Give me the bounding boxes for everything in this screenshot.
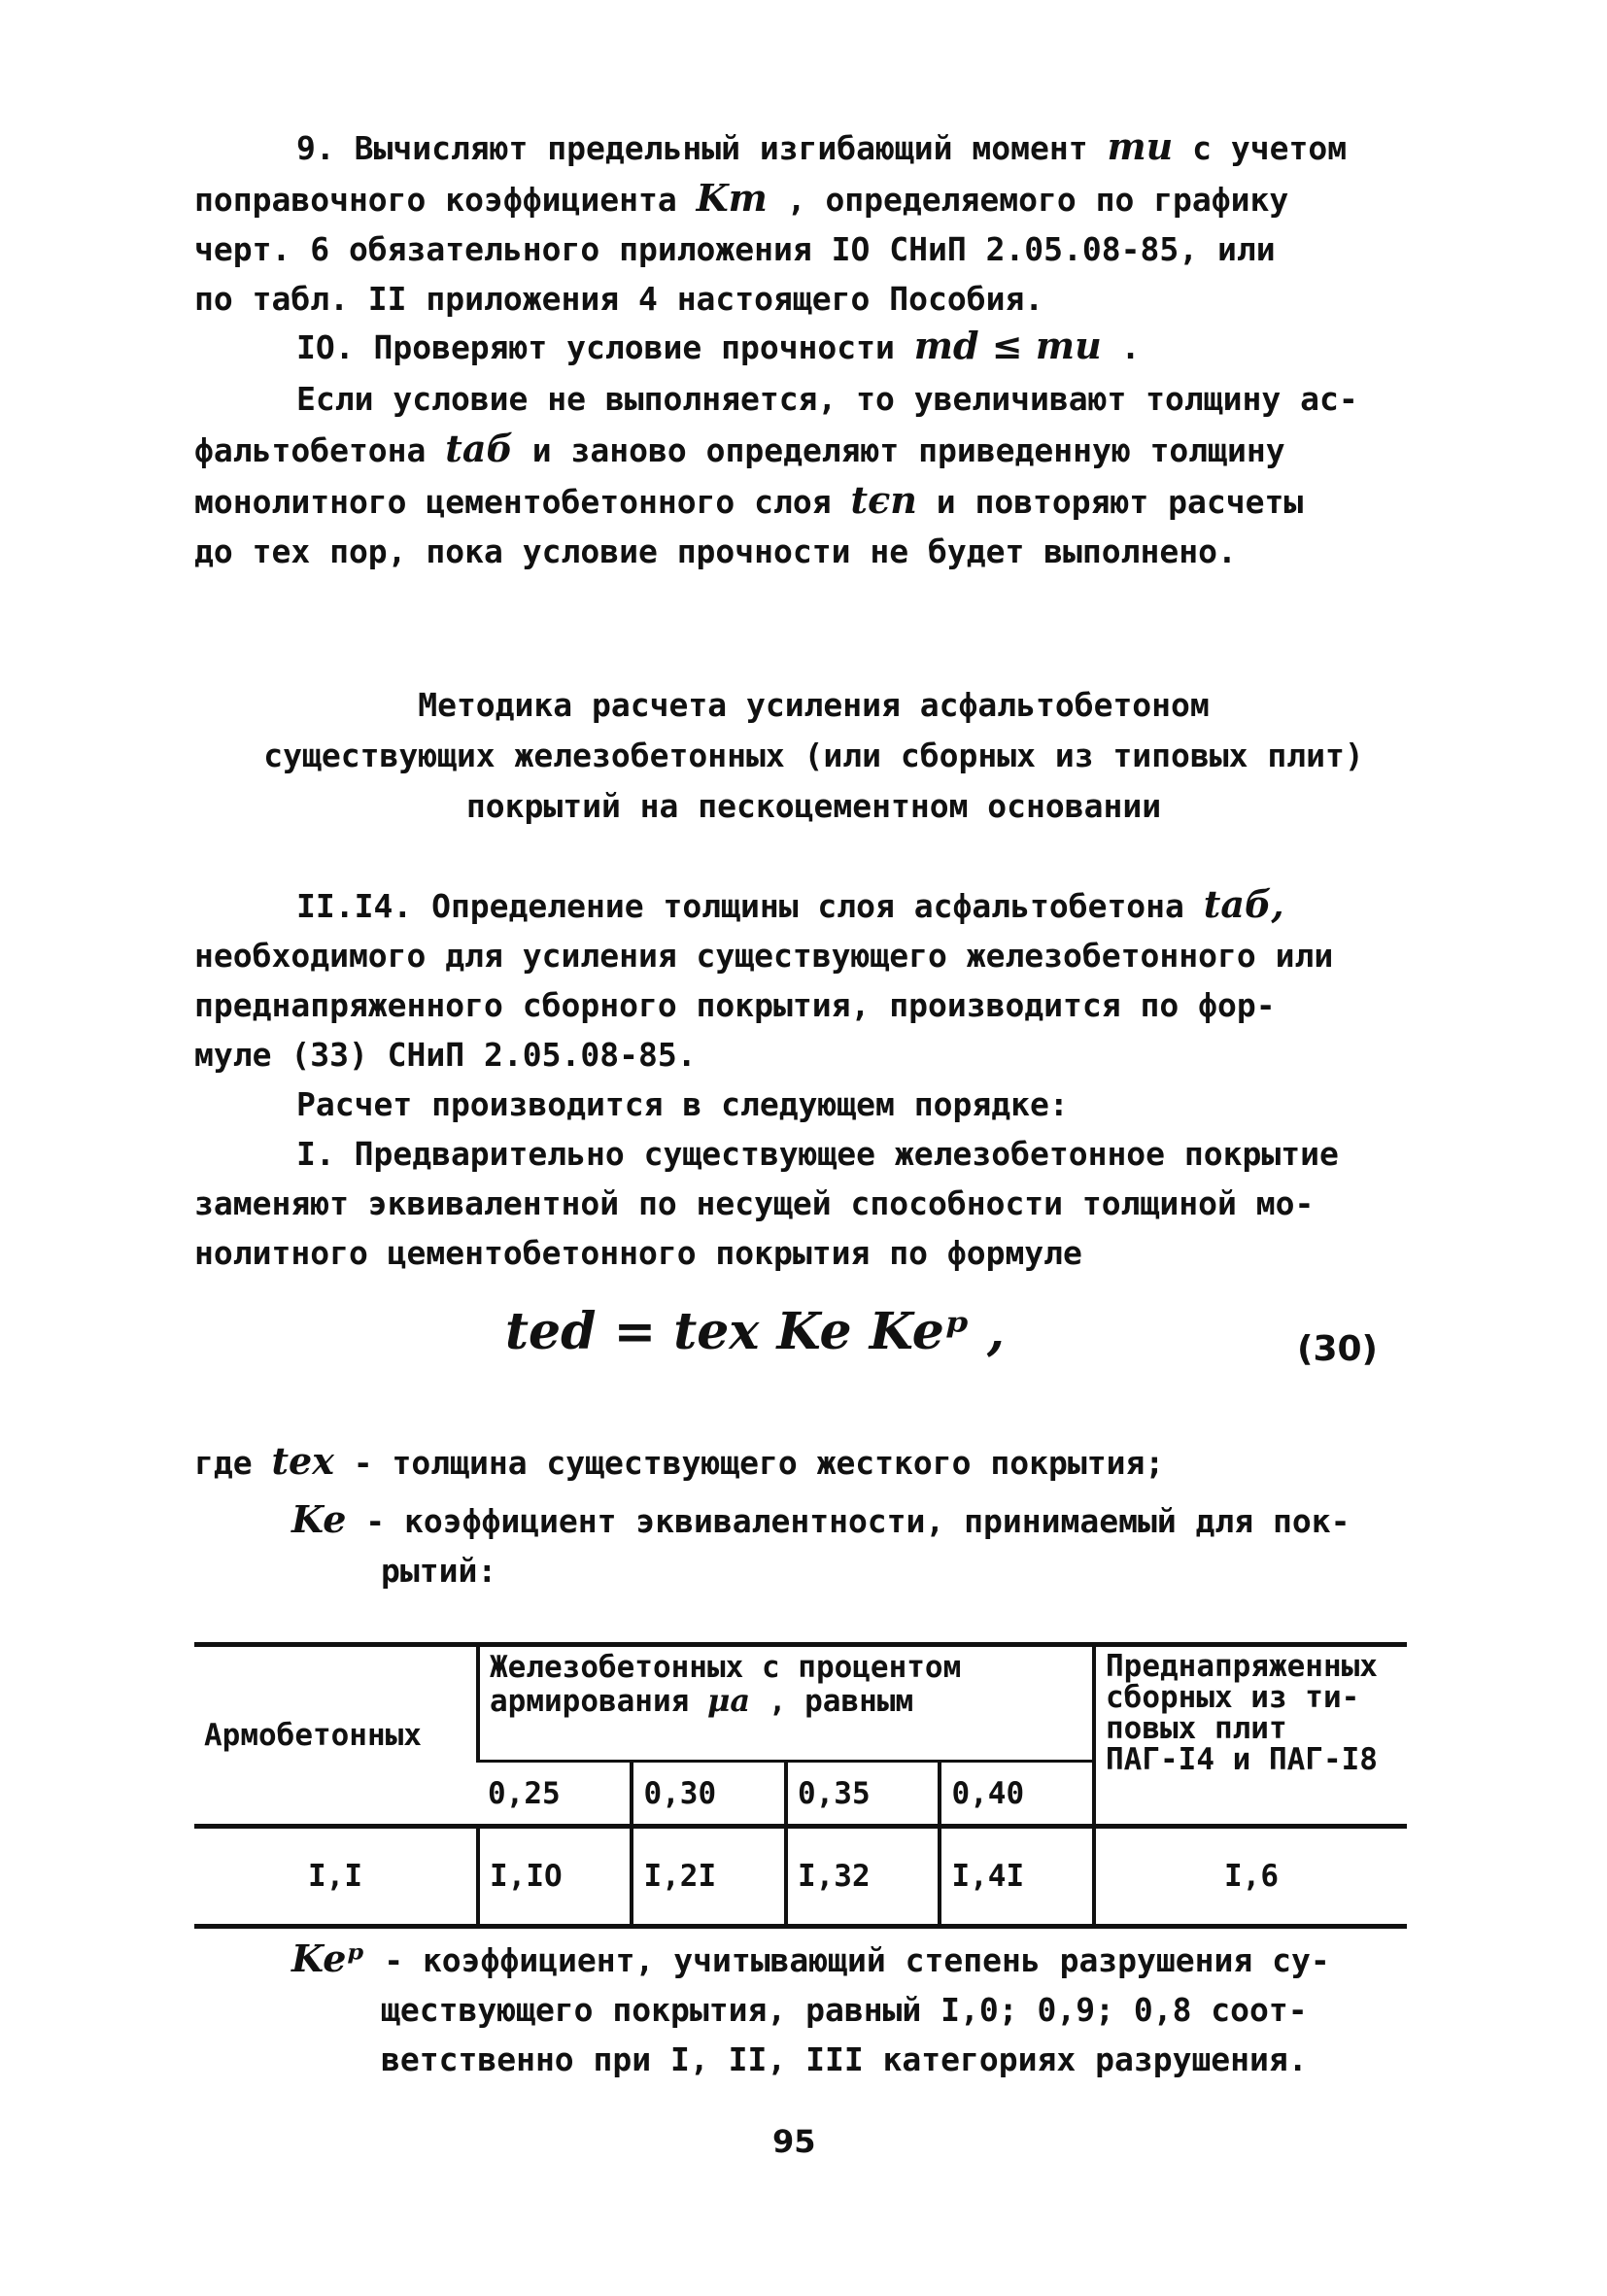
header-zhelezo — [478, 1645, 1094, 1762]
item-9-line-2: поправочного коэффициента — [194, 181, 677, 219]
page-number: 95 — [772, 2123, 816, 2160]
header-pred-line-2: сборных из ти- — [1106, 1680, 1360, 1715]
if-not-line-2: фальтобетона — [194, 431, 427, 469]
table-header-row — [194, 1645, 1407, 1762]
step-1-line-2: заменяют эквивалентной по несущей способности толщиной мо- — [194, 1184, 1315, 1222]
heading-line-3: покрытий на пескоцементном основании — [465, 787, 1162, 825]
section-heading — [194, 680, 1433, 832]
equation-number: (30) — [1297, 1329, 1379, 1369]
ke-definition-2: рытий: — [381, 1552, 497, 1590]
header-zhelezo-line-1: Железобетонных с процентом — [490, 1650, 962, 1685]
where-label: где — [194, 1444, 253, 1482]
sub-025: 0,25 — [478, 1762, 632, 1827]
header-armo-label: Армобетонных — [204, 1718, 422, 1753]
item-9-line-1: 9. Вычисляют предельный изгибающий момент — [296, 129, 1088, 167]
header-zhelezo-line-3: , равным — [768, 1684, 914, 1719]
header-armo — [194, 1645, 478, 1827]
if-not-line-3: монолитного цементобетонного слоя — [194, 483, 832, 521]
heading-line-2: существующих железобетонных (или сборных из типовых плит) — [263, 737, 1364, 774]
ke-definition-1: - коэффициент эквивалентности, принимаемый для пок- — [365, 1502, 1351, 1540]
order-line: Расчет производится в следующем порядке: — [296, 1085, 1069, 1123]
item-10-paragraph — [194, 321, 1433, 372]
formula-30: ted = tex Ke Keᵖ , — [505, 1302, 1005, 1361]
moment-mu-symbol: mu — [1107, 124, 1174, 168]
section-line-1: II.I4. Определение толщины слоя асфальтобетона — [296, 887, 1184, 925]
if-not-paragraph — [194, 374, 1433, 576]
section-line-3: преднапряженного сборного покрытия, производится по фор- — [194, 986, 1276, 1024]
table-row — [194, 1827, 1407, 1927]
sub-035: 0,35 — [786, 1762, 940, 1827]
where-ke-line — [291, 1494, 1351, 1595]
item-9-line-2b: , определяемого по графику — [786, 181, 1289, 219]
sub-040: 0,40 — [940, 1762, 1094, 1827]
where-tex-line — [194, 1436, 1164, 1488]
kp-line-2: ществующего покрытия, равный I,0; 0,9; 0,8 соот- — [381, 1991, 1308, 2029]
equivalence-coefficient-table — [194, 1642, 1407, 1929]
item-9-line-1b: с учетом — [1192, 129, 1348, 167]
sub-030: 0,30 — [632, 1762, 785, 1827]
kp-symbol: Keᵖ — [291, 1936, 365, 1980]
strength-condition-symbol: md ≤ mu — [913, 324, 1102, 367]
mu-a-symbol: μа — [706, 1682, 751, 1719]
step-1-line-3: нолитного цементобетонного покрытия по формуле — [194, 1234, 1082, 1272]
cell-025: I,IO — [478, 1827, 632, 1927]
step-1-line-1: I. Предварительно существующее железобетонное покрытие — [296, 1135, 1339, 1173]
item-10-line-1: IO. Проверяют условие прочности — [296, 328, 895, 366]
section-line-2: необходимого для усиления существующего железобетонного или — [194, 937, 1334, 975]
section-line-4: муле (33) СНиП 2.05.08-85. — [194, 1036, 697, 1074]
item-9-line-3: черт. 6 обязательного приложения IO СНиП 2.05.08-85, или — [194, 230, 1276, 268]
tep-symbol: tєп — [850, 478, 917, 522]
header-pred-line-1: Преднапряженных — [1106, 1649, 1378, 1684]
header-pred — [1094, 1645, 1407, 1827]
if-not-line-1: Если условие не выполняется, то увеличивают толщину ас- — [296, 380, 1358, 418]
item-10-line-1b: . — [1120, 328, 1141, 366]
tex-definition: - толщина существующего жесткого покрытия; — [353, 1444, 1165, 1482]
item-9-line-4: по табл. II приложения 4 настоящего Пособия. — [194, 280, 1044, 318]
item-9-paragraph — [194, 121, 1433, 324]
kp-definition — [291, 1934, 1330, 2084]
tex-symbol: tex — [271, 1439, 334, 1483]
cell-035: I,32 — [786, 1827, 940, 1927]
header-zhelezo-line-2: армирования — [490, 1684, 690, 1719]
cell-armo: I,I — [194, 1827, 478, 1927]
cell-040: I,4I — [940, 1827, 1094, 1927]
tab-symbol: tаб — [445, 427, 513, 470]
if-not-line-4: до тех пор, пока условие прочности не будет выполнено. — [194, 532, 1237, 570]
if-not-line-3b: и повторяют расчеты — [936, 483, 1304, 521]
if-not-line-2b: и заново определяют приведенную толщину — [531, 431, 1285, 469]
heading-line-1: Методика расчета усиления асфальтобетоном — [418, 686, 1210, 724]
ke-symbol: Ke — [291, 1497, 347, 1541]
tab-symbol-2: tаб, — [1203, 882, 1284, 926]
section-ii14-paragraph — [194, 879, 1433, 1278]
kp-line-1: - коэффициент, учитывающий степень разрушения су- — [384, 1941, 1330, 1979]
header-pred-line-4: ПАГ-I4 и ПАГ-I8 — [1106, 1742, 1378, 1777]
header-pred-line-3: повых плит — [1106, 1711, 1287, 1746]
cell-030: I,2I — [632, 1827, 785, 1927]
kp-line-3: ветственно при I, II, III категориях разрушения. — [381, 2040, 1308, 2078]
km-symbol: Km — [696, 176, 768, 220]
cell-pred: I,6 — [1094, 1827, 1407, 1927]
